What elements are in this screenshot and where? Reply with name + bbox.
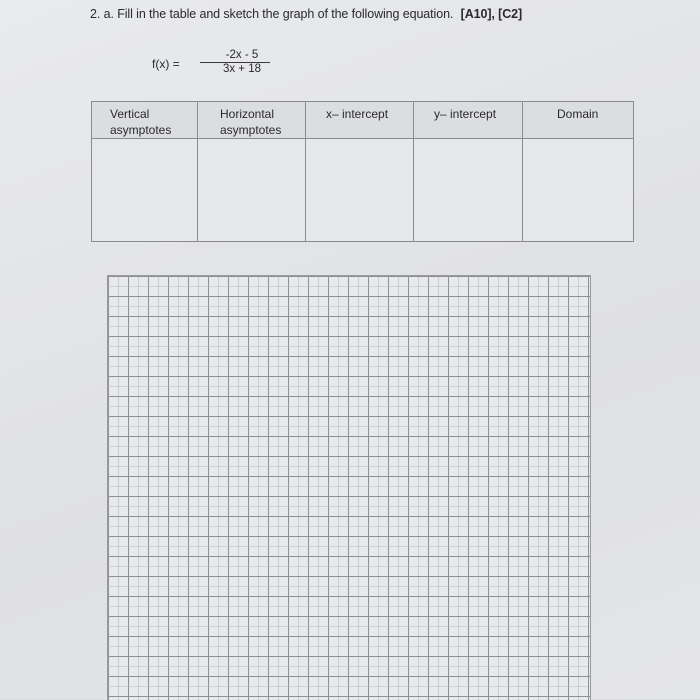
header-vertical-asymptotes: Vertical asymptotes	[92, 102, 198, 139]
header-horizontal-asymptotes: Horizontal asymptotes	[198, 102, 306, 139]
header-y-intercept: y– intercept	[414, 102, 523, 139]
numerator: -2x - 5	[225, 49, 259, 61]
answer-vertical-asymptotes[interactable]	[92, 139, 198, 242]
question-text: Fill in the table and sketch the graph of the following equation.	[117, 7, 454, 21]
question-number: 2. a.	[90, 7, 114, 21]
denominator: 3x + 18	[222, 63, 262, 75]
question-codes: [A10], [C2]	[460, 7, 523, 21]
answer-x-intercept[interactable]	[306, 139, 414, 242]
graph-grid[interactable]	[107, 275, 591, 700]
header-domain: Domain	[523, 102, 634, 139]
function-label: f(x) =	[152, 57, 180, 71]
answer-domain[interactable]	[523, 139, 634, 242]
answer-table	[91, 101, 634, 242]
table-answer-row	[92, 139, 634, 242]
question-prompt	[90, 7, 522, 21]
answer-y-intercept[interactable]	[414, 139, 523, 242]
table-header-row	[92, 102, 634, 139]
answer-horizontal-asymptotes[interactable]	[198, 139, 306, 242]
fraction	[200, 49, 270, 75]
header-x-intercept: x– intercept	[306, 102, 414, 139]
graph-grid-lines	[108, 276, 590, 700]
